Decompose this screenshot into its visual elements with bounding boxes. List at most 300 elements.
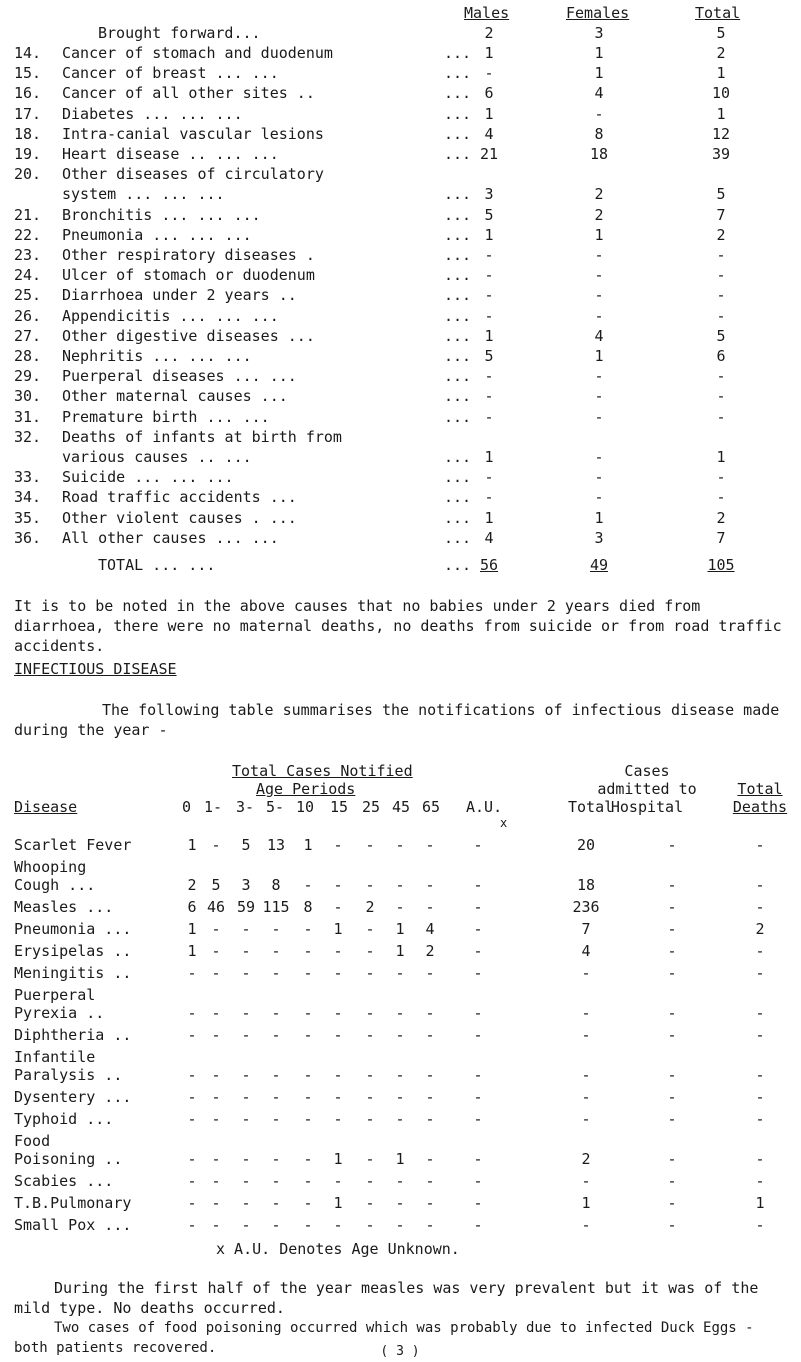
age-value: - <box>211 964 221 982</box>
cause-dots: ... <box>444 367 472 385</box>
age-value: 115 <box>262 898 290 916</box>
cause-total: - <box>716 367 726 385</box>
cause-females: - <box>594 286 604 304</box>
cause-total: 7 <box>716 529 726 547</box>
disease-name: Dysentery ... <box>14 1088 132 1106</box>
age-value: - <box>241 1150 251 1168</box>
age-value: - <box>333 1004 343 1022</box>
row-hospital: - <box>667 836 677 854</box>
age-value: - <box>271 964 281 982</box>
disease-name: Meningitis .. <box>14 964 132 982</box>
cause-total: - <box>716 468 726 486</box>
cause-total: 1 <box>716 448 726 466</box>
disease-name-line2: Pyrexia .. <box>14 1004 105 1022</box>
total-label: TOTAL ... ... <box>98 556 216 574</box>
cause-num: 16. <box>14 84 42 102</box>
cause-total: 1 <box>716 64 726 82</box>
age-value: - <box>425 1150 435 1168</box>
row-deaths: - <box>755 1172 765 1190</box>
total-total: 105 <box>707 556 735 574</box>
cause-total: 2 <box>716 509 726 527</box>
age-value: - <box>333 876 343 894</box>
brought-forward-females: 3 <box>594 24 604 42</box>
age-value: - <box>187 1150 197 1168</box>
age-value: - <box>187 1172 197 1190</box>
cause-dots: ... <box>444 468 472 486</box>
brought-forward-total: 5 <box>716 24 726 42</box>
row-hospital: - <box>667 1004 677 1022</box>
age-value: - <box>425 1088 435 1106</box>
age-value: - <box>425 836 435 854</box>
row-hospital: - <box>667 942 677 960</box>
cause-females: - <box>594 367 604 385</box>
age-value: 1 <box>395 920 405 938</box>
cause-total: 12 <box>711 125 731 143</box>
cause-num: 30. <box>14 387 42 405</box>
cause-females: - <box>594 387 604 405</box>
cause-label: system ... ... ... <box>62 185 225 203</box>
cause-label: Other diseases of circulatory <box>62 165 324 183</box>
total-dots: ... <box>444 556 472 574</box>
age-value: 5 <box>211 876 221 894</box>
age-value: - <box>211 1194 221 1212</box>
age-value: 8 <box>271 876 281 894</box>
age-value: - <box>473 942 483 960</box>
age-value: - <box>473 1150 483 1168</box>
row-hospital: - <box>667 1026 677 1044</box>
cause-females: - <box>594 408 604 426</box>
age-value: - <box>395 1194 405 1212</box>
cause-dots: ... <box>444 509 472 527</box>
age-value: - <box>241 1026 251 1044</box>
age-value: - <box>271 1172 281 1190</box>
age-value: - <box>303 1026 313 1044</box>
disease-header: Disease <box>14 798 78 816</box>
header-total: Total <box>695 4 741 22</box>
age-value: - <box>241 942 251 960</box>
age-value: - <box>473 1216 483 1234</box>
age-header: Age Periods <box>256 780 356 798</box>
cause-num: 25. <box>14 286 42 304</box>
cause-dots: ... <box>444 105 472 123</box>
age-value: - <box>271 1150 281 1168</box>
cause-num: 14. <box>14 44 42 62</box>
disease-name: Measles ... <box>14 898 114 916</box>
cause-num: 23. <box>14 246 42 264</box>
cause-males: 5 <box>484 347 494 365</box>
cause-dots: ... <box>444 206 472 224</box>
row-deaths: - <box>755 1088 765 1106</box>
row-deaths: - <box>755 964 765 982</box>
cause-males: - <box>484 266 494 284</box>
age-value: - <box>425 876 435 894</box>
cause-dots: ... <box>444 327 472 345</box>
age-value: - <box>333 1110 343 1128</box>
age-value: - <box>473 920 483 938</box>
cause-label: Pneumonia ... ... ... <box>62 226 252 244</box>
header-males: Males <box>464 4 510 22</box>
age-value: - <box>395 1172 405 1190</box>
row-deaths: - <box>755 942 765 960</box>
total-males: 56 <box>479 556 499 574</box>
row-total: 20 <box>576 836 596 854</box>
age-value: 5 <box>241 836 251 854</box>
cause-num: 33. <box>14 468 42 486</box>
age-value: - <box>365 1110 375 1128</box>
age-value: - <box>271 1066 281 1084</box>
row-hospital: - <box>667 876 677 894</box>
age-value: - <box>425 1216 435 1234</box>
age-value: - <box>271 1194 281 1212</box>
age-value: - <box>333 942 343 960</box>
age-value: 2 <box>187 876 197 894</box>
cause-males: 4 <box>484 529 494 547</box>
cause-total: 1 <box>716 105 726 123</box>
cause-males: - <box>484 408 494 426</box>
age-value: - <box>425 964 435 982</box>
cause-females: 8 <box>594 125 604 143</box>
cause-females: 4 <box>594 327 604 345</box>
cause-label: Premature birth ... ... <box>62 408 270 426</box>
age-value: 1 <box>187 942 197 960</box>
age-value: - <box>333 898 343 916</box>
cause-total: - <box>716 408 726 426</box>
cause-females: 3 <box>594 529 604 547</box>
cause-label: Other violent causes . ... <box>62 509 297 527</box>
cause-dots: ... <box>444 448 472 466</box>
cause-num: 15. <box>14 64 42 82</box>
age-value: - <box>425 1194 435 1212</box>
group-header: Total Cases Notified <box>232 762 413 780</box>
age-value: - <box>303 1216 313 1234</box>
row-total: 7 <box>581 920 591 938</box>
row-total: - <box>581 1216 591 1234</box>
disease-name-line2: Poisoning .. <box>14 1150 123 1168</box>
row-deaths: 2 <box>755 920 765 938</box>
note-causes: It is to be noted in the above causes that no babies under 2 years died from diarrhoea, there were no maternal deaths, no deaths from suicide or from road traffic accidents. <box>14 597 782 655</box>
cause-label: various causes .. ... <box>62 448 252 466</box>
cause-males: - <box>484 246 494 264</box>
age-value: 8 <box>303 898 313 916</box>
au-marker: x <box>500 816 508 830</box>
age-value: - <box>271 942 281 960</box>
cause-males: 5 <box>484 206 494 224</box>
age-value: - <box>473 1194 483 1212</box>
age-value: 2 <box>365 898 375 916</box>
age-value: - <box>303 942 313 960</box>
cause-label: Bronchitis ... ... ... <box>62 206 261 224</box>
age-value: - <box>211 1216 221 1234</box>
footnote: x A.U. Denotes Age Unknown. <box>216 1240 460 1258</box>
age-value: - <box>365 1026 375 1044</box>
age-value: - <box>473 898 483 916</box>
cause-num: 18. <box>14 125 42 143</box>
row-hospital: - <box>667 1172 677 1190</box>
age-value: - <box>211 1004 221 1022</box>
cause-males: 1 <box>484 226 494 244</box>
age-value: - <box>365 1172 375 1190</box>
cause-label: Heart disease .. ... ... <box>62 145 279 163</box>
cause-label: Other respiratory diseases . <box>62 246 315 264</box>
age-value: - <box>211 1026 221 1044</box>
cause-num: 31. <box>14 408 42 426</box>
age-value: - <box>333 964 343 982</box>
cause-males: 1 <box>484 509 494 527</box>
header-females: Females <box>566 4 630 22</box>
age-col-header: 45 <box>392 798 411 816</box>
row-hospital: - <box>667 1194 677 1212</box>
row-hospital: - <box>667 964 677 982</box>
age-value: - <box>395 1110 405 1128</box>
age-value: - <box>395 898 405 916</box>
cause-num: 20. <box>14 165 42 183</box>
cause-dots: ... <box>444 387 472 405</box>
cause-label: Diabetes ... ... ... <box>62 105 243 123</box>
cause-num: 29. <box>14 367 42 385</box>
cause-label: Cancer of breast ... ... <box>62 64 279 82</box>
cause-num: 35. <box>14 509 42 527</box>
age-value: - <box>241 1172 251 1190</box>
row-total: - <box>581 1066 591 1084</box>
row-hospital: - <box>667 1088 677 1106</box>
cause-total: - <box>716 307 726 325</box>
cause-males: - <box>484 387 494 405</box>
row-deaths: - <box>755 1110 765 1128</box>
age-value: - <box>365 920 375 938</box>
cause-females: 2 <box>594 206 604 224</box>
cause-label: Other digestive diseases ... <box>62 327 315 345</box>
age-value: - <box>271 1088 281 1106</box>
age-value: 1 <box>333 1194 343 1212</box>
age-value: - <box>271 1026 281 1044</box>
row-total: 2 <box>581 1150 591 1168</box>
cause-total: 2 <box>716 44 726 62</box>
age-value: 6 <box>187 898 197 916</box>
cause-dots: ... <box>444 125 472 143</box>
cause-males: - <box>484 468 494 486</box>
cause-females: - <box>594 105 604 123</box>
row-total: - <box>581 1110 591 1128</box>
cause-label: Suicide ... ... ... <box>62 468 234 486</box>
age-value: - <box>303 1194 313 1212</box>
age-col-header: 25 <box>362 798 381 816</box>
age-value: - <box>365 1194 375 1212</box>
cause-label: Deaths of infants at birth from <box>62 428 342 446</box>
cause-label: All other causes ... ... <box>62 529 279 547</box>
age-value: - <box>333 1216 343 1234</box>
disease-name: T.B.Pulmonary <box>14 1194 132 1212</box>
age-value: - <box>395 876 405 894</box>
paragraph-measles: During the first half of the year measles was very prevalent but it was of the mild type. No deaths occurred. <box>14 1279 759 1317</box>
cause-num: 17. <box>14 105 42 123</box>
age-value: - <box>473 964 483 982</box>
age-value: 1 <box>333 1150 343 1168</box>
age-value: - <box>365 964 375 982</box>
age-value: - <box>303 964 313 982</box>
age-value: - <box>365 1216 375 1234</box>
total-col-header: Total <box>568 798 614 816</box>
age-value: - <box>473 1066 483 1084</box>
cause-dots: ... <box>444 529 472 547</box>
age-value: - <box>211 1066 221 1084</box>
cause-total: 5 <box>716 185 726 203</box>
age-value: - <box>303 1110 313 1128</box>
age-value: - <box>271 1110 281 1128</box>
cause-total: 2 <box>716 226 726 244</box>
age-value: - <box>473 1004 483 1022</box>
cause-dots: ... <box>444 226 472 244</box>
cause-label: Cancer of stomach and duodenum <box>62 44 333 62</box>
cause-males: 6 <box>484 84 494 102</box>
cause-total: 39 <box>711 145 731 163</box>
age-value: - <box>425 898 435 916</box>
disease-name-line1: Infantile <box>14 1048 96 1066</box>
age-value: 59 <box>236 898 256 916</box>
deaths-header: Total Deaths <box>732 780 788 816</box>
age-value: - <box>425 1066 435 1084</box>
cause-total: 7 <box>716 206 726 224</box>
cause-label: Intra-canial vascular lesions <box>62 125 324 143</box>
cause-total: - <box>716 266 726 284</box>
age-value: 1 <box>187 836 197 854</box>
cause-females: - <box>594 266 604 284</box>
age-value: - <box>395 1004 405 1022</box>
brought-forward-label: Brought forward... <box>98 24 261 42</box>
row-total: - <box>581 1088 591 1106</box>
age-value: - <box>473 1026 483 1044</box>
row-hospital: - <box>667 1110 677 1128</box>
age-value: 1 <box>187 920 197 938</box>
age-value: 3 <box>241 876 251 894</box>
cause-label: Puerperal diseases ... ... <box>62 367 297 385</box>
age-value: - <box>187 1194 197 1212</box>
age-col-header: 3- <box>236 798 255 816</box>
age-value: - <box>395 1026 405 1044</box>
cause-females: 4 <box>594 84 604 102</box>
row-hospital: - <box>667 1066 677 1084</box>
age-value: - <box>241 964 251 982</box>
age-col-header: 1- <box>204 798 223 816</box>
age-value: - <box>365 1066 375 1084</box>
cause-males: 21 <box>479 145 499 163</box>
row-total: 4 <box>581 942 591 960</box>
cause-total: 6 <box>716 347 726 365</box>
disease-name-line2: Paralysis .. <box>14 1066 123 1084</box>
cause-num: 22. <box>14 226 42 244</box>
age-value: - <box>211 1088 221 1106</box>
cause-dots: ... <box>444 488 472 506</box>
age-value: - <box>187 1110 197 1128</box>
row-total: - <box>581 1026 591 1044</box>
cause-females: - <box>594 246 604 264</box>
disease-name: Diphtheria .. <box>14 1026 132 1044</box>
age-value: - <box>365 876 375 894</box>
brought-forward-males: 2 <box>484 24 494 42</box>
age-col-header: 5- <box>266 798 285 816</box>
age-value: - <box>395 1088 405 1106</box>
age-value: - <box>333 1172 343 1190</box>
cause-dots: ... <box>444 347 472 365</box>
age-value: 1 <box>303 836 313 854</box>
age-col-header: 10 <box>296 798 315 816</box>
disease-name-line1: Puerperal <box>14 986 96 1004</box>
age-value: - <box>425 1026 435 1044</box>
cause-num: 21. <box>14 206 42 224</box>
age-value: - <box>425 1110 435 1128</box>
age-value: - <box>187 1026 197 1044</box>
age-value: - <box>395 1066 405 1084</box>
age-value: - <box>303 1172 313 1190</box>
cause-total: 10 <box>711 84 731 102</box>
age-value: 46 <box>206 898 226 916</box>
cause-males: - <box>484 367 494 385</box>
cause-dots: ... <box>444 266 472 284</box>
age-value: - <box>211 942 221 960</box>
cause-dots: ... <box>444 246 472 264</box>
cause-females: - <box>594 468 604 486</box>
row-deaths: - <box>755 1150 765 1168</box>
cause-females: 1 <box>594 347 604 365</box>
cause-dots: ... <box>444 145 472 163</box>
disease-name: Erysipelas .. <box>14 942 132 960</box>
age-value: - <box>303 1150 313 1168</box>
age-value: - <box>211 836 221 854</box>
age-value: - <box>395 1216 405 1234</box>
cause-males: 4 <box>484 125 494 143</box>
admitted-header: Cases admitted to Hospital <box>597 762 697 816</box>
age-value: - <box>211 1172 221 1190</box>
age-value: - <box>187 1216 197 1234</box>
cause-females: 18 <box>589 145 609 163</box>
age-value: - <box>365 1004 375 1022</box>
disease-name-line2: Cough ... <box>14 876 96 894</box>
disease-name: Pneumonia ... <box>14 920 132 938</box>
age-value: - <box>211 1150 221 1168</box>
cause-males: 1 <box>484 44 494 62</box>
cause-males: 1 <box>484 327 494 345</box>
cause-num: 24. <box>14 266 42 284</box>
cause-females: 1 <box>594 64 604 82</box>
cause-dots: ... <box>444 286 472 304</box>
age-value: - <box>271 1216 281 1234</box>
age-value: - <box>303 1088 313 1106</box>
disease-name-line1: Whooping <box>14 858 87 876</box>
cause-males: 1 <box>484 105 494 123</box>
row-deaths: - <box>755 836 765 854</box>
cause-total: - <box>716 387 726 405</box>
age-col-header: 65 <box>422 798 441 816</box>
cause-num: 34. <box>14 488 42 506</box>
age-value: - <box>333 1088 343 1106</box>
age-value: - <box>241 1110 251 1128</box>
cause-males: - <box>484 307 494 325</box>
cause-num: 36. <box>14 529 42 547</box>
row-hospital: - <box>667 1216 677 1234</box>
cause-label: Appendicitis ... ... ... <box>62 307 279 325</box>
age-col-header: 15 <box>330 798 349 816</box>
age-value: - <box>365 942 375 960</box>
age-value: 1 <box>333 920 343 938</box>
cause-males: - <box>484 64 494 82</box>
row-total: 1 <box>581 1194 591 1212</box>
cause-females: - <box>594 488 604 506</box>
age-value: - <box>333 1066 343 1084</box>
disease-name: Scabies ... <box>14 1172 114 1190</box>
age-col-header: A.U. <box>466 798 503 816</box>
row-hospital: - <box>667 920 677 938</box>
age-value: - <box>303 1004 313 1022</box>
age-value: - <box>473 1088 483 1106</box>
